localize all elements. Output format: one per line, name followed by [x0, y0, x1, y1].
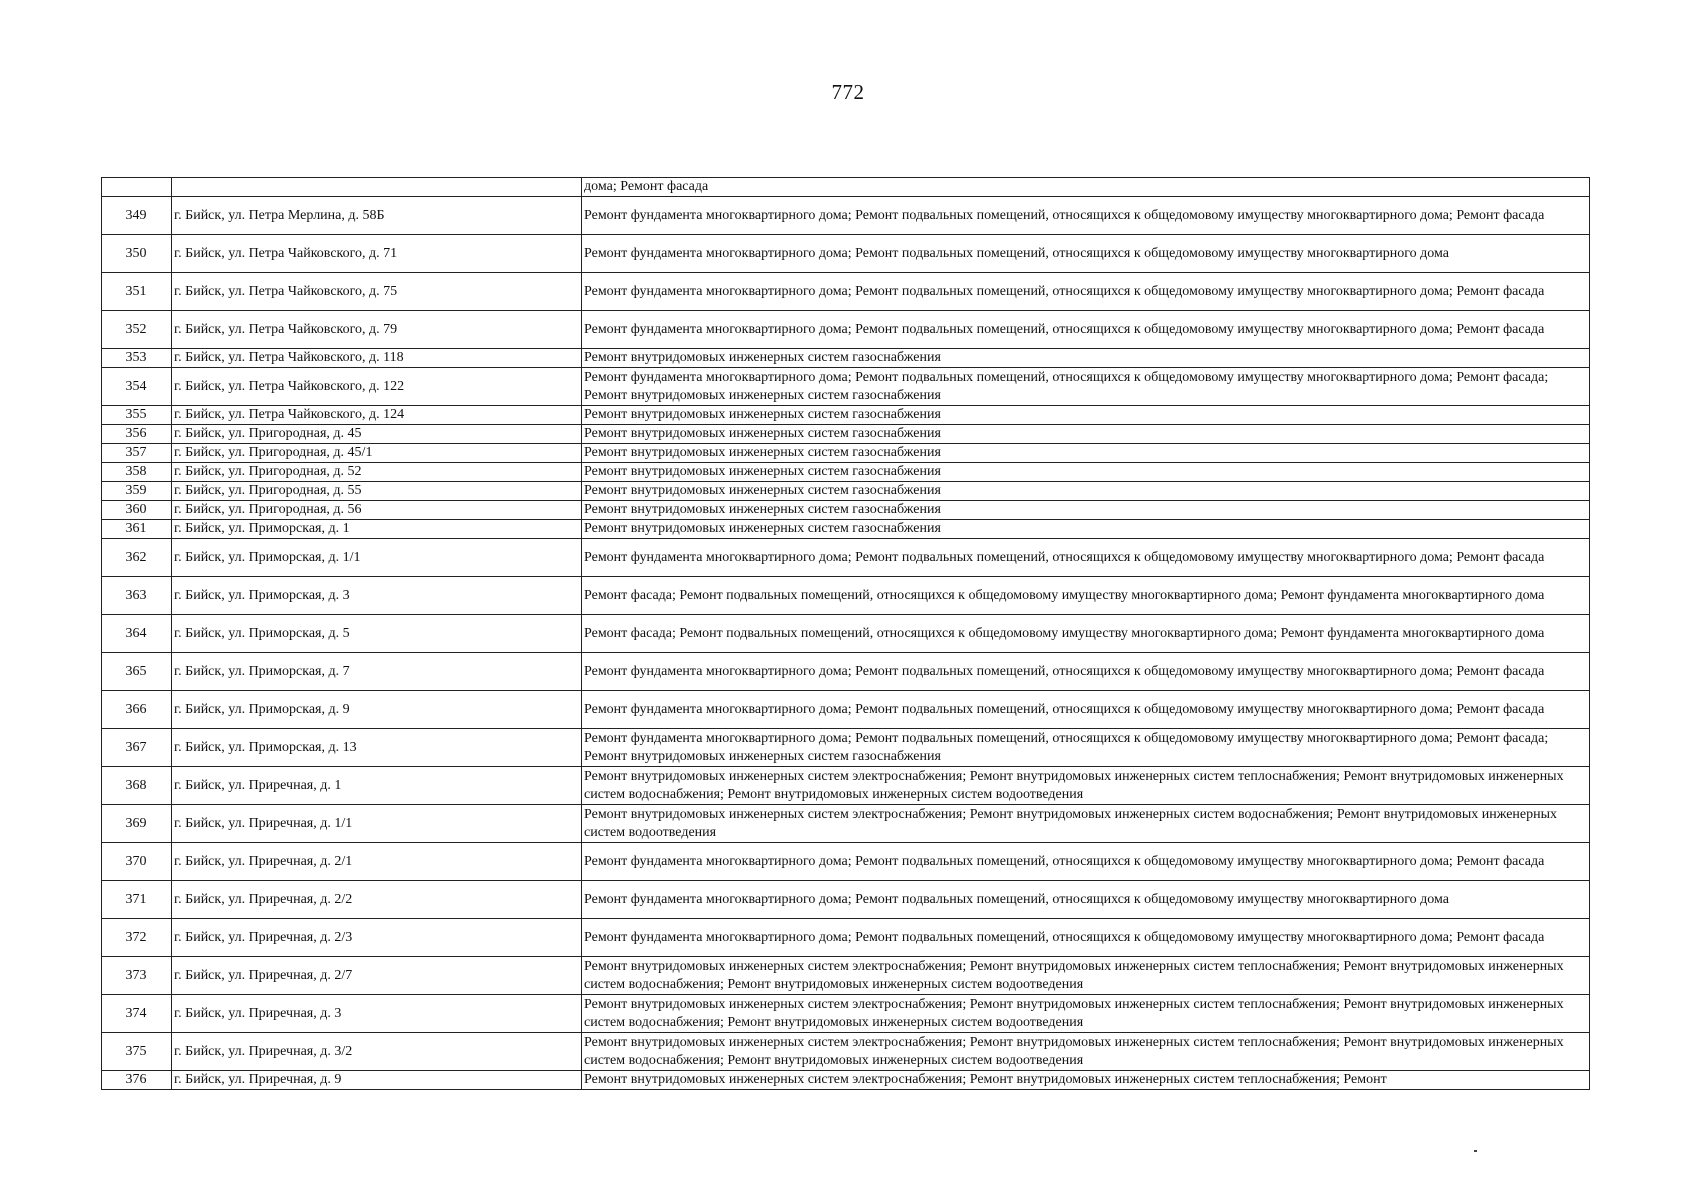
row-work-types: Ремонт фасада; Ремонт подвальных помещений, относящихся к общедомовому имуществу многоквартирного дома; Ремонт фундамента многоквартирного дома — [582, 577, 1590, 615]
scan-speck — [1474, 1150, 1477, 1152]
row-work-types: Ремонт фундамента многоквартирного дома; Ремонт подвальных помещений, относящихся к общедомовому имуществу многоквартирного дома; Ремонт фасада — [582, 311, 1590, 349]
row-work-types: Ремонт фундамента многоквартирного дома; Ремонт подвальных помещений, относящихся к общедомовому имуществу многоквартирного дома; Ремонт фасада — [582, 653, 1590, 691]
row-address: г. Бийск, ул. Приморская, д. 1 — [172, 520, 582, 539]
table-row — [102, 463, 1590, 482]
row-number: 355 — [102, 406, 172, 425]
table-row — [102, 805, 1590, 843]
table-row — [102, 501, 1590, 520]
row-number — [102, 178, 172, 197]
table-row — [102, 995, 1590, 1033]
repair-table — [101, 177, 1590, 1090]
table-row — [102, 539, 1590, 577]
row-work-types: Ремонт внутридомовых инженерных систем газоснабжения — [582, 482, 1590, 501]
row-work-types: Ремонт фундамента многоквартирного дома; Ремонт подвальных помещений, относящихся к общедомовому имуществу многоквартирного дома; Ремонт фасада; Ремонт внутридомовых инженерных систем газоснабжения — [582, 368, 1590, 406]
row-work-types: Ремонт внутридомовых инженерных систем газоснабжения — [582, 444, 1590, 463]
row-address: г. Бийск, ул. Петра Чайковского, д. 79 — [172, 311, 582, 349]
row-address: г. Бийск, ул. Приречная, д. 2/1 — [172, 843, 582, 881]
row-number: 360 — [102, 501, 172, 520]
table-row — [102, 881, 1590, 919]
table-row — [102, 368, 1590, 406]
row-number: 353 — [102, 349, 172, 368]
row-address: г. Бийск, ул. Пригородная, д. 52 — [172, 463, 582, 482]
row-number: 373 — [102, 957, 172, 995]
row-work-types: Ремонт внутридомовых инженерных систем электроснабжения; Ремонт внутридомовых инженерных систем теплоснабжения; Ремонт внутридомовых инженерных систем водоснабжения; Ремонт внутридомовых инженерных систем водоотведения — [582, 1033, 1590, 1071]
row-number: 367 — [102, 729, 172, 767]
table-row — [102, 178, 1590, 197]
row-address: г. Бийск, ул. Приречная, д. 3/2 — [172, 1033, 582, 1071]
row-address: г. Бийск, ул. Пригородная, д. 55 — [172, 482, 582, 501]
table-row — [102, 273, 1590, 311]
table-row — [102, 577, 1590, 615]
table-row — [102, 919, 1590, 957]
row-address: г. Бийск, ул. Приморская, д. 9 — [172, 691, 582, 729]
row-work-types: Ремонт фундамента многоквартирного дома; Ремонт подвальных помещений, относящихся к общедомовому имуществу многоквартирного дома — [582, 881, 1590, 919]
row-number: 356 — [102, 425, 172, 444]
row-work-types: Ремонт внутридомовых инженерных систем газоснабжения — [582, 406, 1590, 425]
row-address: г. Бийск, ул. Приморская, д. 5 — [172, 615, 582, 653]
row-work-types: Ремонт фундамента многоквартирного дома; Ремонт подвальных помещений, относящихся к общедомовому имуществу многоквартирного дома; Ремонт фасада — [582, 539, 1590, 577]
row-number: 369 — [102, 805, 172, 843]
row-work-types: Ремонт фундамента многоквартирного дома; Ремонт подвальных помещений, относящихся к общедомовому имуществу многоквартирного дома; Ремонт фасада — [582, 273, 1590, 311]
row-address: г. Бийск, ул. Приморская, д. 13 — [172, 729, 582, 767]
table-row — [102, 957, 1590, 995]
row-address: г. Бийск, ул. Приречная, д. 1/1 — [172, 805, 582, 843]
row-address: г. Бийск, ул. Приречная, д. 1 — [172, 767, 582, 805]
page-number: 772 — [831, 80, 865, 104]
table-row — [102, 1033, 1590, 1071]
row-number: 368 — [102, 767, 172, 805]
row-number: 365 — [102, 653, 172, 691]
row-number: 354 — [102, 368, 172, 406]
row-address: г. Бийск, ул. Пригородная, д. 45 — [172, 425, 582, 444]
table-row — [102, 444, 1590, 463]
table-row — [102, 425, 1590, 444]
row-number: 359 — [102, 482, 172, 501]
table-row — [102, 520, 1590, 539]
row-address: г. Бийск, ул. Приречная, д. 2/2 — [172, 881, 582, 919]
table-row — [102, 349, 1590, 368]
row-number: 363 — [102, 577, 172, 615]
row-number: 374 — [102, 995, 172, 1033]
row-address: г. Бийск, ул. Приморская, д. 3 — [172, 577, 582, 615]
table-row — [102, 767, 1590, 805]
table-row — [102, 235, 1590, 273]
table-row — [102, 653, 1590, 691]
row-address: г. Бийск, ул. Петра Чайковского, д. 124 — [172, 406, 582, 425]
table-row — [102, 729, 1590, 767]
row-address: г. Бийск, ул. Петра Чайковского, д. 118 — [172, 349, 582, 368]
row-work-types: Ремонт фундамента многоквартирного дома; Ремонт подвальных помещений, относящихся к общедомовому имуществу многоквартирного дома; Ремонт фасада — [582, 197, 1590, 235]
row-number: 375 — [102, 1033, 172, 1071]
row-number: 350 — [102, 235, 172, 273]
row-address: г. Бийск, ул. Петра Чайковского, д. 75 — [172, 273, 582, 311]
table-row — [102, 1071, 1590, 1090]
row-work-types: Ремонт внутридомовых инженерных систем электроснабжения; Ремонт внутридомовых инженерных систем теплоснабжения; Ремонт внутридомовых инженерных систем водоснабжения; Ремонт внутридомовых инженерных систем водоотведения — [582, 957, 1590, 995]
row-work-types: Ремонт фасада; Ремонт подвальных помещений, относящихся к общедомовому имуществу многоквартирного дома; Ремонт фундамента многоквартирного дома — [582, 615, 1590, 653]
row-number: 361 — [102, 520, 172, 539]
row-work-types: Ремонт фундамента многоквартирного дома; Ремонт подвальных помещений, относящихся к общедомовому имуществу многоквартирного дома; Ремонт фасада; Ремонт внутридомовых инженерных систем газоснабжения — [582, 729, 1590, 767]
row-address: г. Бийск, ул. Петра Чайковского, д. 122 — [172, 368, 582, 406]
row-number: 362 — [102, 539, 172, 577]
row-work-types: Ремонт внутридомовых инженерных систем газоснабжения — [582, 520, 1590, 539]
row-address: г. Бийск, ул. Приречная, д. 9 — [172, 1071, 582, 1090]
row-work-types: Ремонт внутридомовых инженерных систем газоснабжения — [582, 463, 1590, 482]
table-row — [102, 197, 1590, 235]
row-address: г. Бийск, ул. Пригородная, д. 45/1 — [172, 444, 582, 463]
row-address: г. Бийск, ул. Петра Чайковского, д. 71 — [172, 235, 582, 273]
row-number: 366 — [102, 691, 172, 729]
row-work-types: Ремонт фундамента многоквартирного дома; Ремонт подвальных помещений, относящихся к общедомовому имуществу многоквартирного дома — [582, 235, 1590, 273]
row-work-types: Ремонт внутридомовых инженерных систем электроснабжения; Ремонт внутридомовых инженерных систем теплоснабжения; Ремонт внутридомовых инженерных систем водоснабжения; Ремонт внутридомовых инженерных систем водоотведения — [582, 767, 1590, 805]
row-number: 349 — [102, 197, 172, 235]
table-row — [102, 311, 1590, 349]
table-row — [102, 482, 1590, 501]
row-number: 376 — [102, 1071, 172, 1090]
row-work-types: Ремонт внутридомовых инженерных систем газоснабжения — [582, 501, 1590, 520]
row-number: 351 — [102, 273, 172, 311]
row-work-types: Ремонт фундамента многоквартирного дома; Ремонт подвальных помещений, относящихся к общедомовому имуществу многоквартирного дома; Ремонт фасада — [582, 691, 1590, 729]
row-number: 370 — [102, 843, 172, 881]
repair-table-body — [102, 178, 1590, 1090]
row-work-types: Ремонт фундамента многоквартирного дома; Ремонт подвальных помещений, относящихся к общедомовому имуществу многоквартирного дома; Ремонт фасада — [582, 843, 1590, 881]
row-address: г. Бийск, ул. Приречная, д. 2/7 — [172, 957, 582, 995]
row-address: г. Бийск, ул. Пригородная, д. 56 — [172, 501, 582, 520]
row-number: 372 — [102, 919, 172, 957]
row-work-types: Ремонт внутридомовых инженерных систем газоснабжения — [582, 425, 1590, 444]
row-address: г. Бийск, ул. Петра Мерлина, д. 58Б — [172, 197, 582, 235]
row-work-types: Ремонт внутридомовых инженерных систем электроснабжения; Ремонт внутридомовых инженерных систем водоснабжения; Ремонт внутридомовых инженерных систем водоотведения — [582, 805, 1590, 843]
row-work-types: Ремонт внутридомовых инженерных систем газоснабжения — [582, 349, 1590, 368]
row-address: г. Бийск, ул. Приморская, д. 7 — [172, 653, 582, 691]
row-work-types: Ремонт фундамента многоквартирного дома; Ремонт подвальных помещений, относящихся к общедомовому имуществу многоквартирного дома; Ремонт фасада — [582, 919, 1590, 957]
row-number: 352 — [102, 311, 172, 349]
table-row — [102, 406, 1590, 425]
row-address: г. Бийск, ул. Приморская, д. 1/1 — [172, 539, 582, 577]
row-work-types: Ремонт внутридомовых инженерных систем электроснабжения; Ремонт внутридомовых инженерных систем теплоснабжения; Ремонт — [582, 1071, 1590, 1090]
row-number: 364 — [102, 615, 172, 653]
table-row — [102, 691, 1590, 729]
row-number: 358 — [102, 463, 172, 482]
row-address — [172, 178, 582, 197]
row-number: 357 — [102, 444, 172, 463]
row-number: 371 — [102, 881, 172, 919]
table-row — [102, 615, 1590, 653]
row-address: г. Бийск, ул. Приречная, д. 3 — [172, 995, 582, 1033]
row-work-types: Ремонт внутридомовых инженерных систем электроснабжения; Ремонт внутридомовых инженерных систем теплоснабжения; Ремонт внутридомовых инженерных систем водоснабжения; Ремонт внутридомовых инженерных систем водоотведения — [582, 995, 1590, 1033]
row-work-types: дома; Ремонт фасада — [582, 178, 1590, 197]
table-row — [102, 843, 1590, 881]
row-address: г. Бийск, ул. Приречная, д. 2/3 — [172, 919, 582, 957]
